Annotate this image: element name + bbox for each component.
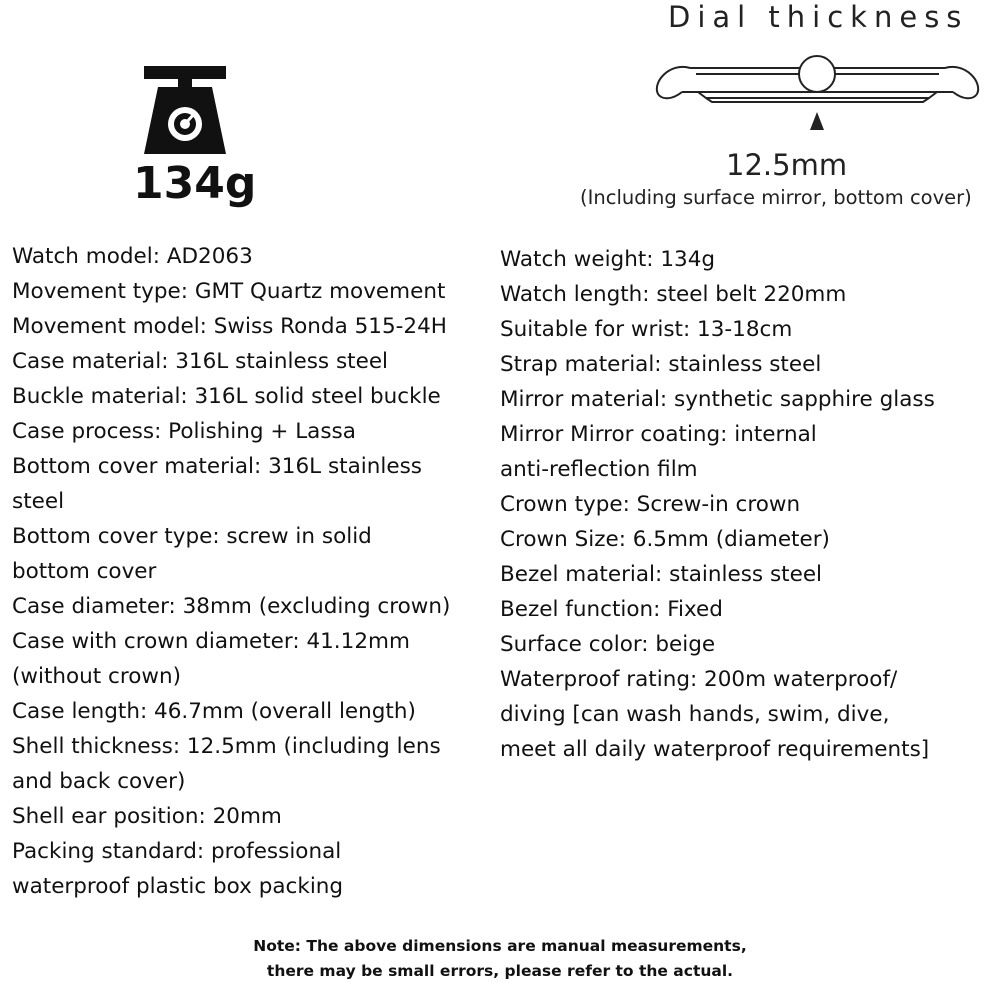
spec-line: Crown type: Screw-in crown	[500, 492, 801, 517]
spec-line: Case process: Polishing + Lassa	[12, 419, 356, 444]
footer-note-line-2: there may be small errors, please refer to the actual.	[266, 962, 734, 980]
scale-icon	[140, 62, 230, 158]
spec-line: waterproof plastic box packing	[12, 874, 344, 899]
spec-line: Watch length: steel belt 220mm	[500, 282, 847, 307]
spec-line: Waterproof rating: 200m waterproof/	[500, 667, 898, 692]
spec-line: Surface color: beige	[500, 632, 716, 657]
footer-note-line-1: Note: The above dimensions are manual measurements,	[253, 937, 747, 955]
spec-line: bottom cover	[12, 559, 157, 584]
specs-left	[12, 239, 450, 904]
spec-line: Mirror material: synthetic sapphire glass	[500, 387, 935, 412]
dial-thickness-value: 12.5mm	[726, 148, 848, 182]
spec-line: Shell thickness: 12.5mm (including lens	[12, 734, 441, 759]
spec-line: Crown Size: 6.5mm (diameter)	[500, 527, 830, 552]
spec-line: Strap material: stainless steel	[500, 352, 822, 377]
specs-right	[500, 242, 935, 767]
spec-line: Case length: 46.7mm (overall length)	[12, 699, 416, 724]
spec-line: Packing standard: professional	[12, 839, 342, 864]
watch-profile-icon	[650, 40, 985, 140]
spec-line: Mirror Mirror coating: internal	[500, 422, 817, 447]
spec-line: and back cover)	[12, 769, 186, 794]
spec-line: Watch model: AD2063	[12, 244, 253, 269]
dial-thickness-title: Dial thickness	[668, 0, 969, 34]
spec-line: Case with crown diameter: 41.12mm	[12, 629, 410, 654]
dial-thickness-note: (Including surface mirror, bottom cover)	[580, 186, 972, 209]
spec-line: Bottom cover material: 316L stainless	[12, 454, 422, 479]
spec-line: Movement type: GMT Quartz movement	[12, 279, 446, 304]
spec-line: Movement model: Swiss Ronda 515-24H	[12, 314, 447, 339]
spec-line: steel	[12, 489, 65, 514]
spec-line: diving [can wash hands, swim, dive,	[500, 702, 890, 727]
spec-line: Bezel material: stainless steel	[500, 562, 823, 587]
spec-line: Shell ear position: 20mm	[12, 804, 282, 829]
spec-line: Bezel function: Fixed	[500, 597, 723, 622]
spec-line: (without crown)	[12, 664, 181, 689]
spec-line: Case material: 316L stainless steel	[12, 349, 389, 374]
weight-value: 134g	[133, 158, 257, 209]
spec-line: Watch weight: 134g	[500, 247, 716, 272]
spec-line: Suitable for wrist: 13-18cm	[500, 317, 793, 342]
spec-line: anti-reflection film	[500, 457, 698, 482]
spec-line: Buckle material: 316L solid steel buckle	[12, 384, 441, 409]
spec-line: Case diameter: 38mm (excluding crown)	[12, 594, 451, 619]
spec-line: Bottom cover type: screw in solid	[12, 524, 372, 549]
spec-line: meet all daily waterproof requirements]	[500, 737, 930, 762]
